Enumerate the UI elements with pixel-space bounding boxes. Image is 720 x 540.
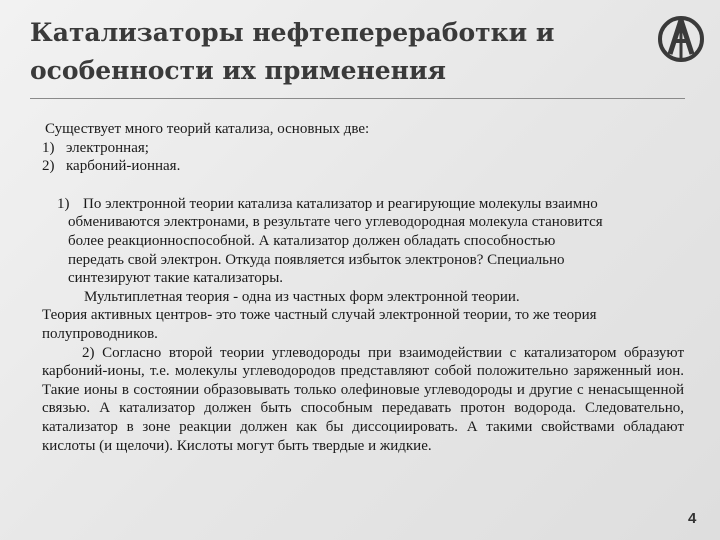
- section-1-line: синтезируют такие катализаторы.: [68, 270, 284, 287]
- list-item: [42, 139, 684, 158]
- section-2-paragraph: 2) Согласно второй теории углеводороды при взаимодействии с катализатором образуют карбоний-ионы, т.е. молекулы углеводородов представляют собой положительно заряженный ион. Такие ионы в состоянии образовывать только олефиновые углеводороды и другие с ненасыщенной связью. А катализатор должен быть способным передавать протон водорода. Следовательно, катализатор в зоне реакции должен как бы диссоциировать. А такими свойствами обладают кислоты (и щелочи). Кислоты могут быть твердые и жидкие.: [42, 344, 684, 454]
- list-number: 1): [42, 139, 55, 156]
- list-text: карбоний-ионная.: [66, 158, 181, 175]
- intro-text: Существует много теорий катализа, основных две:: [45, 121, 370, 137]
- title-divider: [30, 98, 685, 99]
- slide-title: [30, 14, 630, 90]
- circled-a-logo-icon: [656, 14, 706, 64]
- list-number: 2): [42, 158, 55, 175]
- multiplet-theory-text: Мультиплетная теория - одна из частных форм электронной теории.: [84, 288, 520, 305]
- section-1-number: 1): [57, 195, 70, 212]
- section-1-line: обмениваются электронами, в результате чего углеводородная молекула становится: [68, 214, 603, 231]
- section-1-line: передать свой электрон. Откуда появляется избыток электронов? Специально: [68, 251, 565, 268]
- active-centers-text: Теория активных центров- это тоже частный случай электронной теории, то же теория полупроводников.: [42, 307, 597, 342]
- page-number: 4: [688, 510, 697, 527]
- section-1-line: более реакционноспособной. А катализатор должен обладать способностью: [68, 232, 556, 249]
- section-1-text: По электронной теории катализа катализатор и реагирующие молекулы взаимно: [83, 195, 598, 212]
- title-line-1: Катализаторы нефтепереработки и: [30, 18, 555, 47]
- section-1-first-line: [42, 195, 684, 214]
- slide-content: [42, 120, 684, 455]
- list-item: [42, 157, 684, 176]
- list-text: электронная;: [66, 139, 149, 156]
- title-line-2: особенности их применения: [30, 56, 446, 85]
